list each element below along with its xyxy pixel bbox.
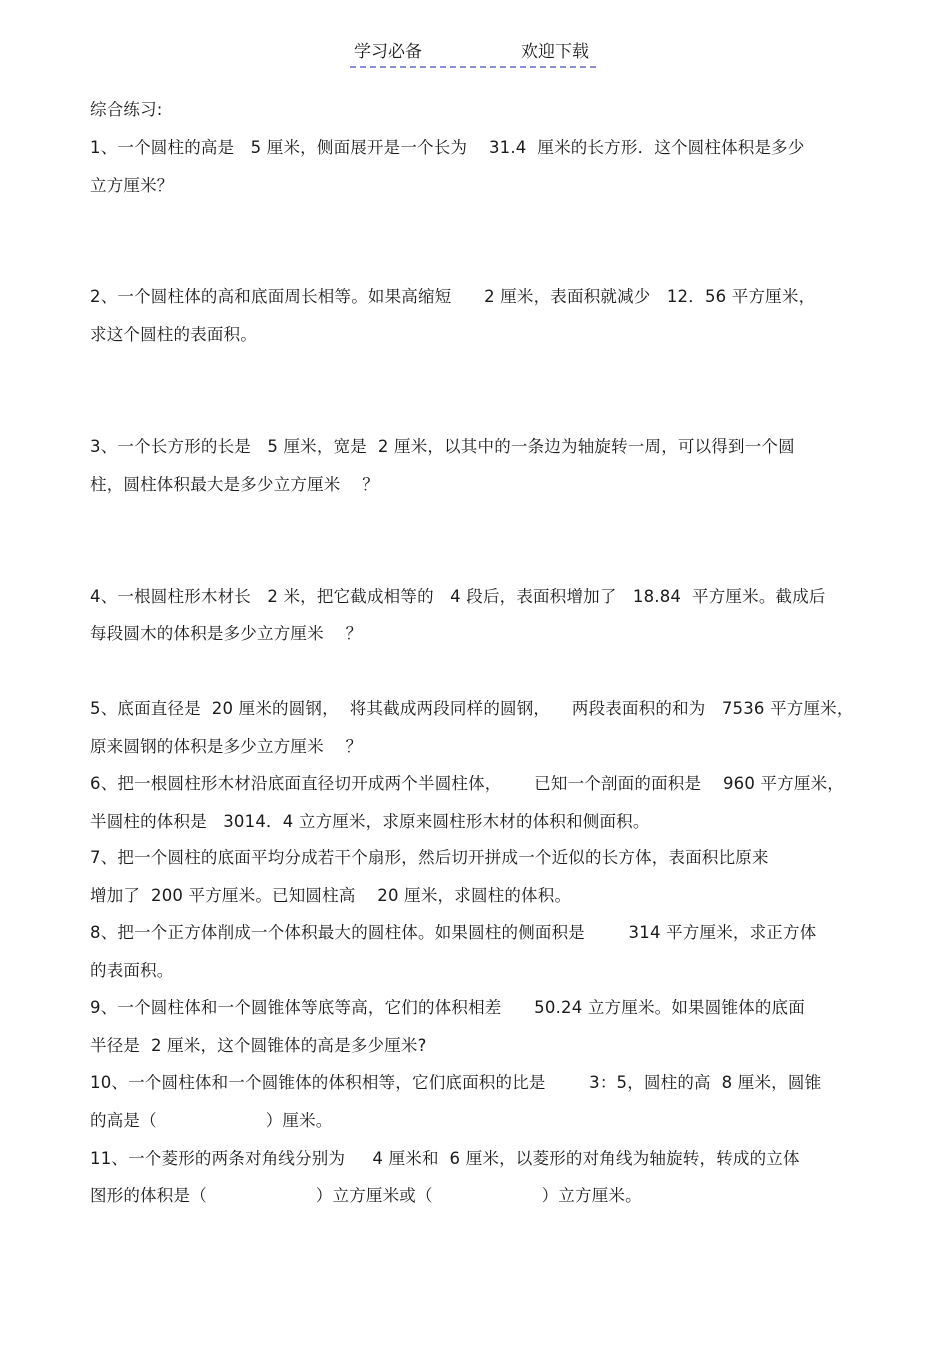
- question-1-line-2: 立方厘米？: [90, 176, 174, 195]
- question-2-line-1: 2、一个圆柱体的高和底面周长相等。如果高缩短 2 厘米，表面积就减少 12．56 平方厘米，: [90, 287, 816, 306]
- question-6-line-2: 半圆柱的体积是 3014．4 立方厘米，求原来圆柱形木材的体积和侧面积。: [90, 812, 650, 831]
- header-right-text: 欢迎下载: [521, 42, 589, 62]
- question-8-line-2: 的表面积。: [90, 961, 174, 980]
- question-3-line-2: 柱，圆柱体积最大是多少立方厘米 ？: [90, 475, 379, 494]
- question-5-line-1: 5、底面直径是 20 厘米的圆钢， 将其截成两段同样的圆钢， 两段表面积的和为 7536 平方厘米，: [90, 699, 854, 718]
- question-2-line-2: 求这个圆柱的表面积。: [90, 325, 257, 344]
- question-6-line-1: 6、把一根圆柱形木材沿底面直径切开成两个半圆柱体， 已知一个剖面的面积是 960 平方厘米，: [90, 774, 844, 793]
- question-7-line-1: 7、把一个圆柱的底面平均分成若干个扇形，然后切开拼成一个近似的长方体，表面积比原来: [90, 848, 769, 867]
- question-10-line-1: 10、一个圆柱体和一个圆锥体的体积相等，它们底面积的比是 3：5，圆柱的高 8 厘米，圆锥: [90, 1073, 822, 1092]
- question-9-line-2: 半径是 2 厘米，这个圆锥体的高是多少厘米?: [90, 1036, 427, 1055]
- question-11-line-2: 图形的体积是（ ）立方厘米或（ ）立方厘米。: [90, 1186, 642, 1205]
- question-10-line-2: 的高是（ ）厘米。: [90, 1111, 333, 1130]
- question-7-line-2: 增加了 200 平方厘米。已知圆柱高 20 厘米，求圆柱的体积。: [90, 886, 572, 905]
- question-5-line-2: 原来圆钢的体积是多少立方厘米 ？: [90, 737, 363, 756]
- question-1-line-1: 1、一个圆柱的高是 5 厘米，侧面展开是一个长为 31.4 厘米的长方形．这个圆柱体积是多少: [90, 138, 805, 157]
- question-9-line-1: 9、一个圆柱体和一个圆锥体等底等高，它们的体积相差 50.24 立方厘米。如果圆锥体的底面: [90, 998, 805, 1017]
- section-title: 综合练习:: [90, 100, 163, 119]
- question-4-line-2: 每段圆木的体积是多少立方厘米 ？: [90, 624, 363, 643]
- question-8-line-1: 8、把一个正方体削成一个体积最大的圆柱体。如果圆柱的侧面积是 314 平方厘米，求正方体: [90, 923, 817, 942]
- page-header: [350, 40, 596, 68]
- question-4-line-1: 4、一根圆柱形木材长 2 米，把它截成相等的 4 段后，表面积增加了 18.84 平方厘米。截成后: [90, 587, 826, 606]
- question-3-line-1: 3、一个长方形的长是 5 厘米，宽是 2 厘米，以其中的一条边为轴旋转一周，可以得到一个圆: [90, 437, 795, 456]
- header-left-text: 学习必备: [354, 42, 422, 62]
- question-11-line-1: 11、一个菱形的两条对角线分别为 4 厘米和 6 厘米，以菱形的对角线为轴旋转，转成的立体: [90, 1149, 800, 1168]
